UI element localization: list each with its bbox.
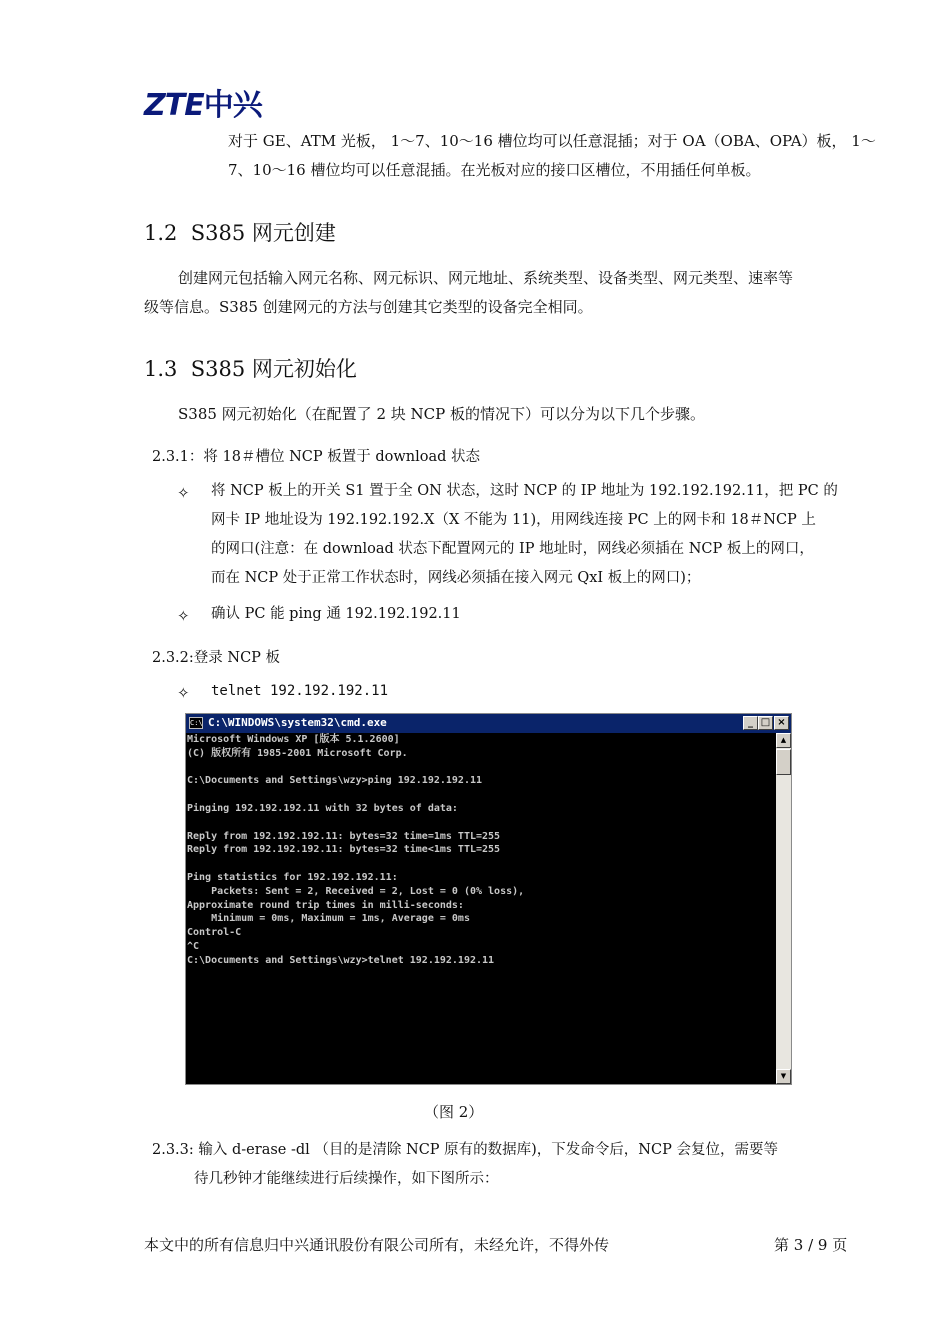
console-line: Reply from 192.192.192.11: bytes=32 time<1ms TTL=255 — [187, 844, 501, 856]
bullet-diamond-icon: ✧ — [177, 607, 190, 625]
console-line: ^C — [187, 940, 200, 952]
section-1-2-heading — [144, 217, 336, 247]
console-line: Microsoft Windows XP [版本 5.1.2600] — [187, 734, 400, 745]
section-number: 1.3 — [144, 357, 178, 381]
step-2-3-3-line-1: 2.3.3: 输入 d-erase -dl （目的是清除 NCP 原有的数据库)，下发命令后，NCP 会复位，需要等 — [152, 1142, 778, 1158]
step-2-3-1-bullet-1-line-2: 网卡 IP 地址设为 192.192.192.X（X 不能为 11)，用网线连接 PC 上的网卡和 18＃NCP 上 — [211, 512, 816, 528]
console-line — [187, 857, 778, 871]
step-2-3-3-line-2: 待几秒钟才能继续进行后续操作，如下图所示： — [194, 1171, 499, 1187]
section-1-2-para-line-1: 创建网元包括输入网元名称、网元标识、网元地址、系统类型、设备类型、网元类型、速率等 — [178, 269, 794, 287]
step-2-3-2-bullet-1: telnet 192.192.192.11 — [211, 683, 389, 699]
logo-latin: ZTE — [144, 88, 204, 123]
maximize-icon[interactable]: □ — [758, 716, 773, 730]
cmd-window-screenshot — [185, 713, 792, 1085]
console-line — [187, 788, 778, 802]
cmd-scrollbar[interactable] — [776, 733, 791, 1084]
console-line: Minimum = 0ms, Maximum = 1ms, Average = 0ms — [187, 913, 470, 925]
console-line — [187, 761, 778, 775]
section-1-3-heading — [144, 353, 357, 383]
cmd-window-title: C:\WINDOWS\system32\cmd.exe — [208, 716, 387, 729]
console-line: Control-C — [187, 927, 242, 939]
step-2-3-1-bullet-1-line-4: 而在 NCP 处于正常工作状态时，网线必须插在接入网元 QxI 板上的网口)； — [211, 570, 701, 586]
scroll-thumb[interactable] — [776, 749, 791, 775]
bullet-diamond-icon: ✧ — [177, 684, 190, 702]
console-line: Approximate round trip times in milli-seconds: — [187, 899, 464, 911]
section-number: 1.2 — [144, 221, 178, 245]
company-logo — [144, 80, 262, 123]
console-line: (C) 版权所有 1985-2001 Microsoft Corp. — [187, 747, 408, 759]
figure-caption: （图 2） — [424, 1103, 484, 1121]
close-icon[interactable]: × — [774, 716, 789, 730]
console-line: Pinging 192.192.192.11 with 32 bytes of data: — [187, 802, 458, 814]
cmd-console-output — [186, 733, 778, 1085]
scroll-up-icon[interactable]: ▲ — [776, 733, 791, 748]
cmd-titlebar — [186, 714, 791, 733]
minimize-icon[interactable]: _ — [743, 716, 758, 730]
logo-cn: 中兴 — [203, 88, 262, 123]
bullet-diamond-icon: ✧ — [177, 484, 190, 502]
section-title: S385 网元创建 — [190, 221, 336, 245]
step-2-3-1: 2.3.1：将 18＃槽位 NCP 板置于 download 状态 — [152, 449, 480, 465]
intro-line-1: 对于 GE、ATM 光板， 1～7、10～16 槽位均可以任意混插；对于 OA（OBA、OPA）板， 1～ — [228, 132, 876, 150]
console-line: Ping statistics for 192.192.192.11: — [187, 871, 398, 883]
scroll-down-icon[interactable]: ▼ — [776, 1069, 791, 1084]
console-line: Packets: Sent = 2, Received = 2, Lost = 0 (0% loss), — [187, 885, 525, 897]
section-1-3-para: S385 网元初始化（在配置了 2 块 NCP 板的情况下）可以分为以下几个步骤。 — [178, 405, 705, 423]
intro-line-2: 7、10～16 槽位均可以任意混插。在光板对应的接口区槽位，不用插任何单板。 — [228, 161, 761, 179]
console-line: C:\Documents and Settings\wzy>telnet 192.192.192.11 — [187, 954, 495, 966]
section-1-2-para-line-2: 级等信息。S385 创建网元的方法与创建其它类型的设备完全相同。 — [144, 298, 593, 316]
step-2-3-1-bullet-2: 确认 PC 能 ping 通 192.192.192.11 — [211, 606, 461, 622]
console-line: C:\Documents and Settings\wzy>ping 192.192.192.11 — [187, 775, 483, 787]
step-2-3-1-bullet-1-line-3: 的网口(注意：在 download 状态下配置网元的 IP 地址时，网线必须插在 NCP 板上的网口， — [211, 541, 814, 557]
cmd-app-icon: C:\ — [190, 719, 203, 727]
footer-copyright: 本文中的所有信息归中兴通讯股份有限公司所有，未经允许，不得外传 — [144, 1236, 610, 1254]
console-line: Reply from 192.192.192.11: bytes=32 time=1ms TTL=255 — [187, 830, 501, 842]
section-title: S385 网元初始化 — [190, 357, 357, 381]
step-2-3-1-bullet-1-line-1: 将 NCP 板上的开关 S1 置于全 ON 状态，这时 NCP 的 IP 地址为 192.192.192.11，把 PC 的 — [211, 483, 838, 499]
step-2-3-2: 2.3.2:登录 NCP 板 — [152, 650, 281, 666]
console-line — [187, 816, 778, 830]
footer-page-number: 第 3 / 9 页 — [774, 1236, 848, 1254]
